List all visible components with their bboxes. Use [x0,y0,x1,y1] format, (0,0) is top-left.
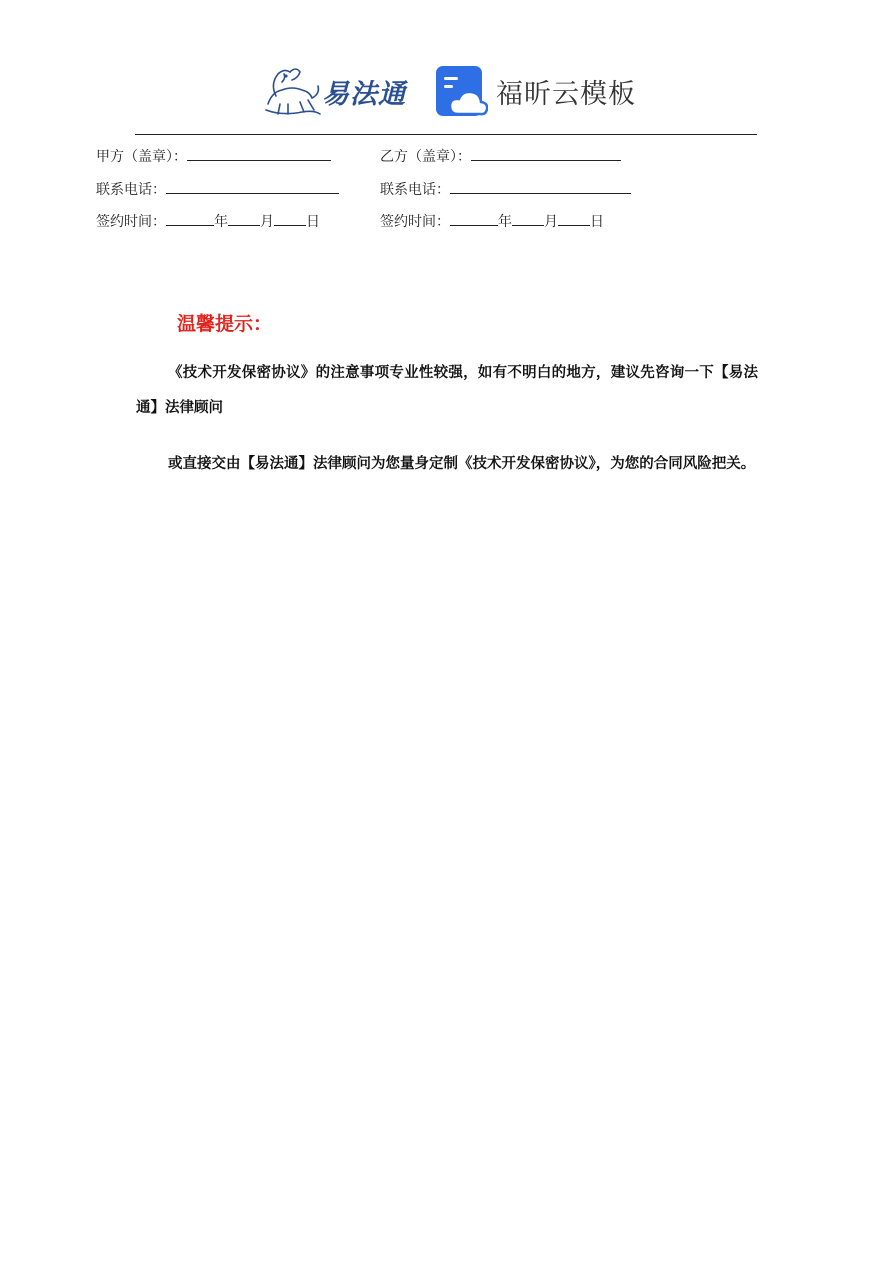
yifatong-logo [262,62,414,118]
party-b-day-blank[interactable] [558,211,590,226]
party-b-seal-label: 乙方（盖章）： [380,149,471,165]
party-a-phone-blank[interactable] [166,179,339,194]
party-a-date-label: 签约时间： [96,214,166,230]
party-b-phone-blank[interactable] [450,179,631,194]
day-label: 日 [306,214,320,230]
party-a-seal-blank[interactable] [187,146,331,161]
day-label: 日 [590,214,604,230]
qilin-icon [262,62,324,118]
year-label: 年 [214,214,228,230]
year-label: 年 [498,214,512,230]
month-label: 月 [260,214,274,230]
party-b-phone-row [380,179,631,201]
fuxin-logo-text: 福昕云模板 [496,79,636,110]
tips-title: 温馨提示： [177,313,273,335]
month-label: 月 [544,214,558,230]
party-a-month-blank[interactable] [228,211,260,226]
party-a-date-row [96,211,320,233]
party-b-date-label: 签约时间： [380,214,450,230]
header-logos [0,58,893,122]
party-b-year-blank[interactable] [450,211,498,226]
party-a-seal-label: 甲方（盖章）： [96,149,187,165]
yifatong-logo-text: 易法通 [322,79,406,110]
party-b-seal-blank[interactable] [471,146,621,161]
party-a-day-blank[interactable] [274,211,306,226]
party-b-month-blank[interactable] [512,211,544,226]
tips-paragraph-1: 《技术开发保密协议》的注意事项专业性较强，如有不明白的地方，建议先咨询一下【易法通】法律顾问 [136,364,758,416]
tips-paragraph-2: 或直接交由【易法通】法律顾问为您量身定制《技术开发保密协议》，为您的合同风险把关。 [168,455,756,472]
fuxin-cloud-icon [436,66,488,118]
party-b-seal-row [380,146,621,168]
party-a-phone-label: 联系电话： [96,182,166,198]
header-divider [135,134,757,135]
party-b-phone-label: 联系电话： [380,182,450,198]
party-a-phone-row [96,179,339,201]
party-a-seal-row [96,146,331,168]
party-b-date-row [380,211,604,233]
party-a-year-blank[interactable] [166,211,214,226]
